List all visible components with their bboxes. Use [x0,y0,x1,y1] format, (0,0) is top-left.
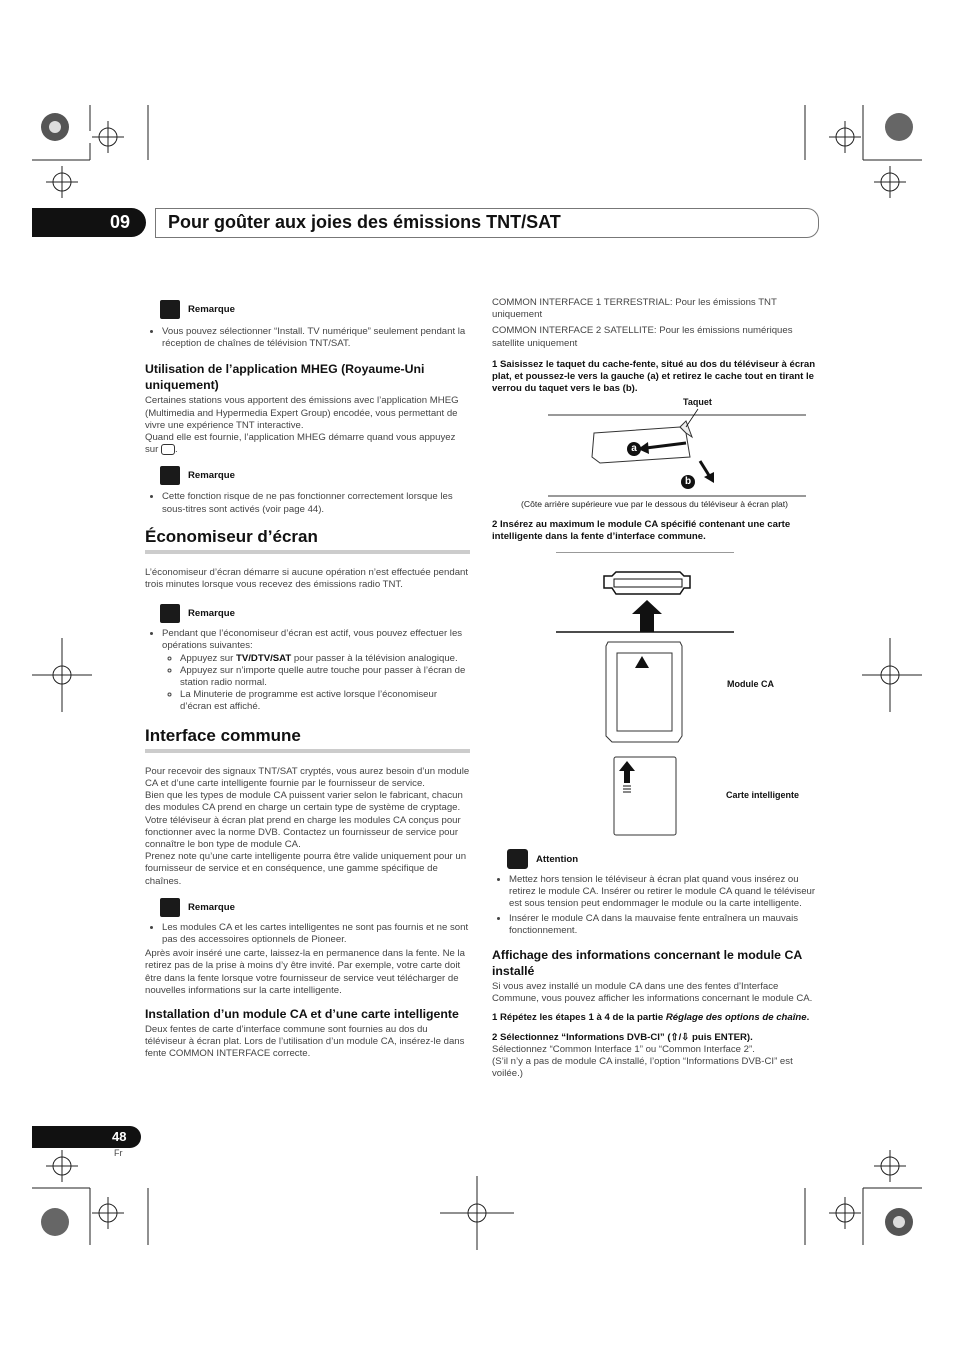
step-text: . [806,1012,810,1024]
language-code: Fr [114,1148,123,1158]
sub-list [162,653,470,714]
attention-label: Attention [536,853,579,865]
right-column [492,297,817,395]
sub-item: ◦ La Minuterie de programme est active lorsque l’économiseur d’écran est affiché. [180,689,470,713]
install-heading: Installation d’un module CA et d’une carte intelligente [145,1006,459,1021]
pencil-icon [160,898,180,917]
step-1: 1 Saisissez le taquet du cache-fente, situé au dos du téléviseur à écran plat, et poussez-le vers la gauche (a) et retirez le cache tout en tirant le verrou du taquet vers le bas (b). [492,358,816,395]
chapter-number: 09 [110,212,131,232]
attention-item: • Insérer le module CA dans la mauvaise fente entraînera un mauvais fonctionnement. [509,913,817,937]
mheg-paragraph: Certaines stations vous apportent des émissions avec l’application MHEG (Multimedia and Hypermedia Expert Group) encodée, vous permettant de vivre une expérience TNT interactive. [145,395,459,431]
info-paragraph: Si vous avez installé un module CA dans une des fentes d’Interface Commune, vous pouvez afficher les informations concernant le module CA. [492,981,813,1005]
note-item: • Les modules CA et les cartes intelligentes ne sont pas fournis et ne sont pas des accessoires optionnels de Pioneer. [162,922,470,946]
sub-text: Appuyez sur [180,652,236,664]
hand-icon [507,849,528,869]
note-item: • Cette fonction risque de ne pas fonctionner correctement lorsque les sous-titres sont activés (voir page 44). [162,491,470,515]
mheg-paragraph-2 [145,432,470,456]
note-item-text: Pendant que l’économiseur d’écran est actif, vous pouvez effectuer les opérations suivantes: [162,628,463,652]
ci2-text: COMMON INTERFACE 2 SATELLITE: Pour les émissions numériques satellite uniquement [492,325,793,349]
attention-list [492,874,817,937]
info-step-2 [492,1032,817,1044]
figure-caption: (Côte arrière supérieure vue par le dessous du téléviseur à écran plat) [521,499,789,509]
pencil-icon [160,300,180,319]
page-number: 48 [112,1129,127,1144]
ci-paragraph: Pour recevoir des signaux TNT/SAT cryptés, vous aurez besoin d’un module CA et d’une carte intelligente fournie par le fournisseur de service. [145,765,470,789]
ci-paragraph: Bien que les types de module CA puissent varier selon le fabricant, chacun des modules CA prend en charge un certain type de système de cryptage. Votre téléviseur à écran plat prend en charge les modules CA conçus pour fonctionner avec la norme DVB. Contactez un fournisseur de service pour connaître le bon type de module CA. [145,790,463,850]
left-column [145,300,470,1061]
eco-paragraph: L’économiseur d’écran démarre si aucune opération n’est effectuée pendant trois minutes lorsque vous recevez des émissions radio TNT. [145,566,469,591]
note-header [160,466,470,485]
info-step-1 [492,1012,817,1024]
step-text: puis ENTER). [689,1031,753,1043]
note-list [145,491,470,515]
pencil-icon [160,466,180,485]
note-label: Remarque [188,304,235,315]
note-item: • Vous pouvez sélectionner “Install. TV numérique” seulement pendant la réception de chaînes de télévision TNT/SAT. [162,326,470,350]
sub-item: ◦ Appuyez sur n’importe quelle autre touche pour passer à l’écran de station radio normal. [180,665,470,689]
note-item [162,628,470,713]
note-list [145,922,470,946]
note-header [160,898,470,917]
ci1-text: COMMON INTERFACE 1 TERRESTRIAL: Pour les émissions TNT uniquement [492,297,777,321]
section-rule [145,550,470,554]
info-heading: Affichage des informations concernant le module CA installé [492,948,802,979]
mheg-text-end: . [175,444,178,456]
chapter-title: Pour goûter aux joies des émissions TNT/SAT [168,212,561,232]
smart-card-label: Carte intelligente [726,790,800,800]
arrow-up-icon: ⇧ [670,1031,679,1043]
attention-header [507,849,817,869]
pencil-icon [160,604,180,623]
module-ca-label: Module CA [727,679,774,689]
note-label: Remarque [188,901,235,913]
text-button-icon [161,444,175,455]
mheg-text: Quand elle est fournie, l’application MHEG démarre quand vous appuyez sur [145,432,456,456]
install-paragraph: Deux fentes de carte d’interface commune sont fournies au dos du téléviseur à écran plat. Lors de l’utilisation d’un module CA, insérez-le dans fente COMMON INTERFACE correcte. [145,1023,465,1060]
attention-item: • Mettez hors tension le téléviseur à écran plat quand vous insérez ou retirez le module CA. Insérer ou retirer le module CA quand le téléviseur est sous tension peut endommager le module ou la carte intelligente. [509,874,817,911]
ci-heading: Interface commune [145,725,301,745]
step-2: 2 Insérez au maximum le module CA spécifié contenant une carte intelligente dans la fente d’interface commune. [492,519,791,543]
mheg-heading: Utilisation de l’application MHEG (Royaume-Uni uniquement) [145,362,425,393]
step-text: 1 Répétez les étapes 1 à 4 de la partie [492,1012,666,1024]
taquet-label: Taquet [683,397,712,407]
label-b: b [681,475,695,489]
note-label: Remarque [188,470,235,482]
note-header [160,604,470,623]
key-label: TV/DTV/SAT [236,652,292,664]
info-paragraph: Sélectionnez “Common Interface 1” ou “Common Interface 2”. [492,1043,755,1055]
arrow-down-icon: ⇩ [681,1031,690,1043]
sub-item [180,653,470,665]
step-ref: Réglage des options de chaîne [665,1012,807,1024]
note-header [160,300,470,319]
eco-heading: Économiseur d’écran [145,526,318,546]
module-insertion-figure [556,552,736,840]
label-a: a [627,442,641,456]
cover-removal-figure [548,395,810,497]
step-text: 2 Sélectionnez “Informations DVB-CI” ( [492,1031,671,1043]
note-list [145,326,470,350]
step-text: / [678,1031,682,1043]
right-column-lower [492,849,817,1080]
sub-text: pour passer à la télévision analogique. [291,652,458,664]
ci-paragraph: Prenez note qu’une carte intelligente pourra être valide uniquement pour un fournisseur de service et en conséquence, une gamme spécifique de chaînes. [145,851,467,887]
ci-paragraph: Après avoir inséré une carte, laissez-la en permanence dans la fente. Ne la retirez pas de la prise à moins d’y être invité. Par exemple, votre carte doit être dans la fente lorsque votre fournisseur de service veut télécharger de nouvelles informations sur la carte intelligente. [145,948,465,996]
section-rule [145,749,470,753]
info-paragraph: (S’il n’y a pas de module CA installé, l’option “Informations DVB-CI” est voilée.) [492,1056,793,1080]
note-label: Remarque [188,608,235,620]
note-list [145,628,470,713]
